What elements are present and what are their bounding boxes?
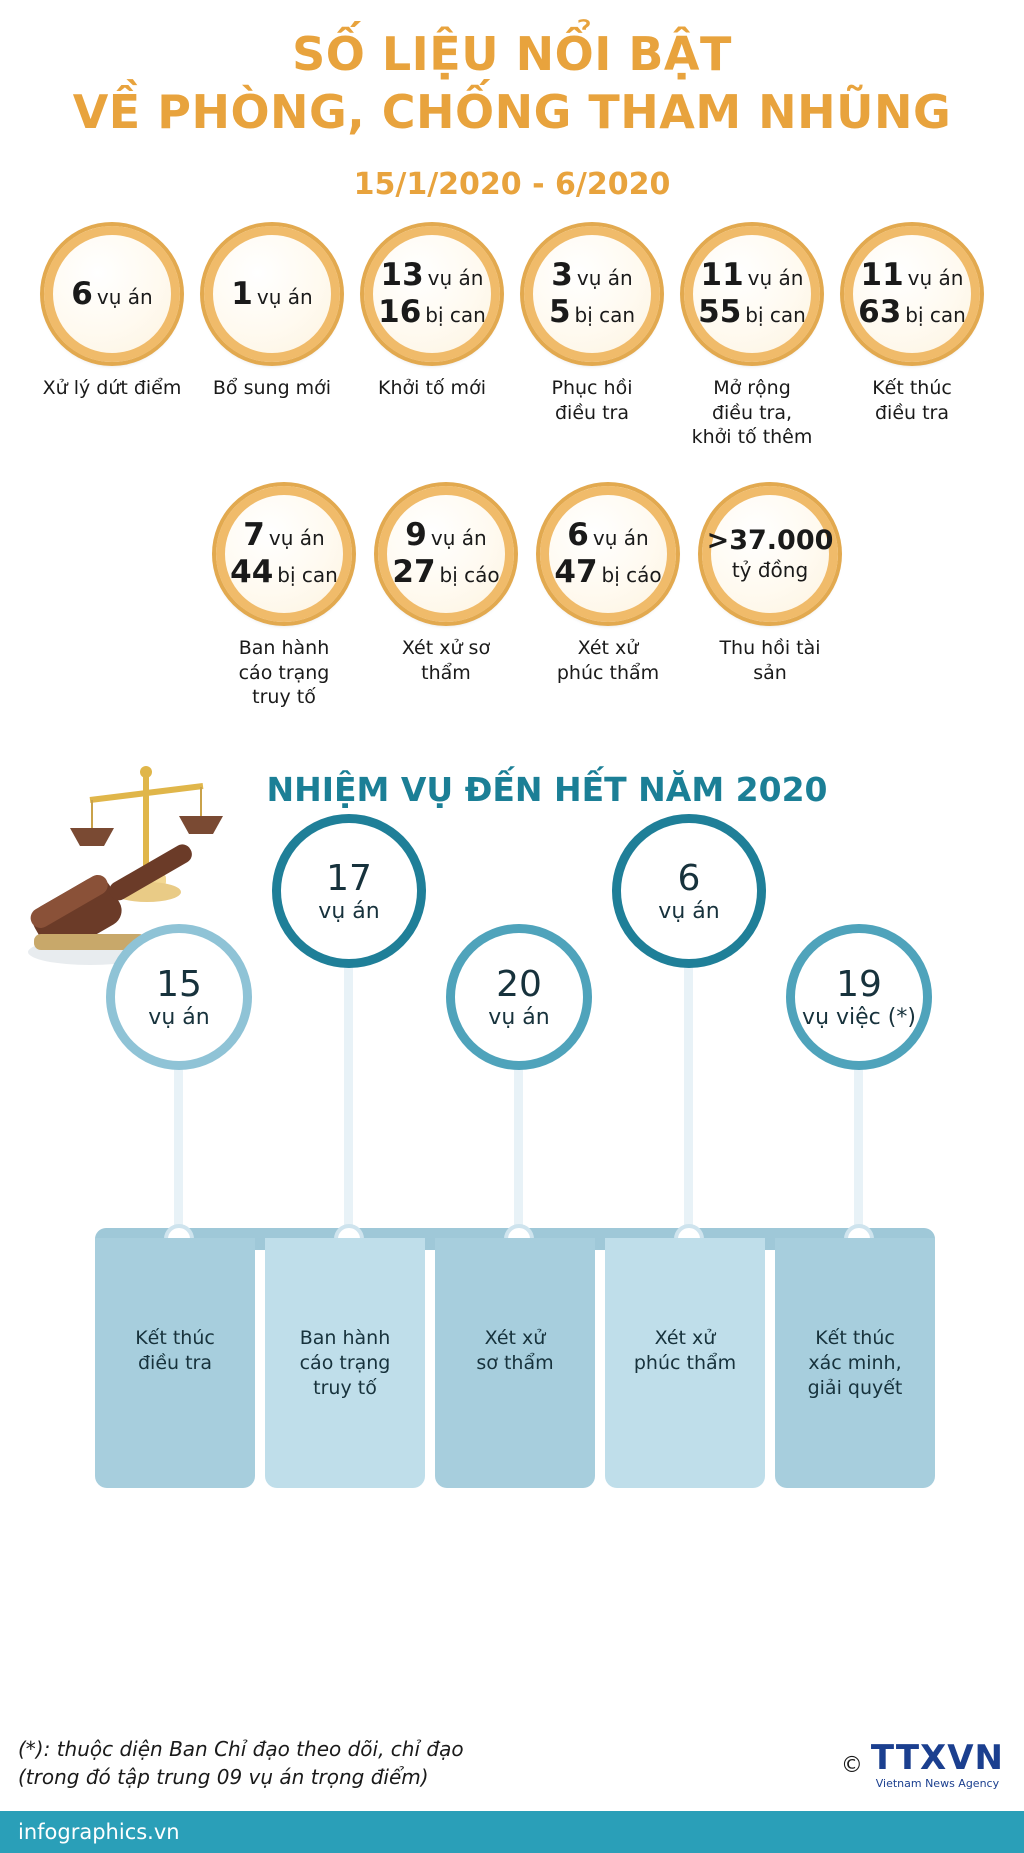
stat-circle <box>524 226 660 362</box>
stat-number: 7 <box>243 517 265 554</box>
stat-line <box>551 257 632 294</box>
stat-label: Phục hồi điều tra <box>551 377 633 424</box>
stat-unit: vụ án <box>256 284 313 309</box>
stat-unit: vụ án <box>592 526 649 551</box>
stat-number: 63 <box>858 294 902 330</box>
stat-unit: vụ án <box>747 266 804 291</box>
stat-circle <box>216 486 352 622</box>
stat-line <box>698 294 806 331</box>
stat-item <box>522 226 662 425</box>
stat-circle <box>364 226 500 362</box>
task-unit: vụ án <box>318 899 380 925</box>
stat-number: 6 <box>567 517 589 554</box>
stat-unit: bị can <box>905 303 966 327</box>
stat-circle <box>44 226 180 362</box>
task-unit: vụ án <box>658 899 720 925</box>
stat-number: 16 <box>378 294 422 330</box>
footnote-line1: (*): thuộc diện Ban Chỉ đạo theo dõi, chỉ đạo <box>18 1737 464 1761</box>
stat-circle <box>204 226 340 362</box>
agency-logo <box>840 1738 1004 1790</box>
task-number: 19 <box>836 963 882 1005</box>
stat-item <box>214 486 354 710</box>
site-url: infographics.vn <box>18 1820 180 1844</box>
stat-line <box>378 294 486 331</box>
stat-unit: tỷ đồng <box>731 558 809 583</box>
task-circle <box>272 814 426 968</box>
stat-line <box>858 294 966 331</box>
stat-unit: vụ án <box>576 266 633 291</box>
stat-number: 47 <box>554 554 598 591</box>
stat-unit: vụ án <box>268 526 325 551</box>
stat-unit: bị can <box>745 303 806 327</box>
stat-label: Khởi tố mới <box>378 377 486 399</box>
stat-item <box>362 226 502 401</box>
stat-unit: vụ án <box>430 526 487 551</box>
stat-label: Xét xử phúc thẩm <box>556 637 660 684</box>
stat-circle <box>540 486 676 622</box>
stat-item <box>842 226 982 425</box>
stat-label: Xử lý dứt điểm <box>42 377 182 399</box>
agency-full-name: Vietnam News Agency <box>875 1777 1000 1790</box>
stat-line <box>567 517 648 554</box>
footnote <box>18 1735 464 1791</box>
stat-item <box>202 226 342 401</box>
stat-line <box>231 276 312 313</box>
task-bar-label: Ban hành cáo trạng truy tố <box>265 1238 425 1488</box>
stat-unit: bị can <box>574 303 636 327</box>
stat-circle <box>684 226 820 362</box>
stat-number: 11 <box>860 257 904 294</box>
stat-number: 44 <box>230 554 274 591</box>
stat-item <box>42 226 182 401</box>
stat-unit: vụ án <box>427 266 484 291</box>
task-circle <box>612 814 766 968</box>
stat-line <box>230 554 338 591</box>
stat-label: Kết thúc điều tra <box>872 377 952 424</box>
stat-unit: vụ án <box>907 266 964 291</box>
task-number: 6 <box>677 857 701 899</box>
task-bar-label: Kết thúc điều tra <box>95 1238 255 1488</box>
task-bars <box>95 1238 935 1488</box>
page-title-line2: VỀ PHÒNG, CHỐNG THAM NHŨNG <box>72 84 952 139</box>
tasks-section <box>0 756 1024 1516</box>
stat-line <box>392 554 499 591</box>
task-bar-label: Kết thúc xác minh, giải quyết <box>775 1238 935 1488</box>
stat-number: 27 <box>392 554 436 591</box>
stat-number: 6 <box>71 275 93 312</box>
stat-number: >37.000 <box>706 525 834 557</box>
task-circle <box>446 924 592 1070</box>
stat-circle <box>844 226 980 362</box>
page-title-line1: SỐ LIỆU NỔI BẬT <box>292 27 732 81</box>
stat-unit: bị cáo <box>601 563 662 588</box>
stat-unit: bị cáo <box>439 563 500 588</box>
task-unit: vụ việc (*) <box>802 1005 916 1031</box>
stat-number: 9 <box>405 517 427 554</box>
task-bar-label: Xét xử sơ thẩm <box>435 1238 595 1488</box>
copyright-symbol: © <box>840 1752 863 1778</box>
task-circle <box>786 924 932 1070</box>
agency-short-name: TTXVN <box>870 1738 1004 1778</box>
stat-item <box>376 486 516 685</box>
stat-line <box>554 554 661 591</box>
stats-row-2 <box>0 486 1024 710</box>
stat-number: 55 <box>698 294 742 330</box>
stat-line <box>701 257 804 294</box>
header <box>0 0 1024 202</box>
stat-line <box>707 525 834 582</box>
stats-row-1 <box>0 226 1024 450</box>
stat-item <box>700 486 840 685</box>
stat-line <box>405 517 486 554</box>
task-circle <box>106 924 252 1070</box>
task-number: 15 <box>156 963 202 1005</box>
stat-circle <box>378 486 514 622</box>
stat-line <box>549 294 635 331</box>
stat-line <box>861 257 964 294</box>
tasks-timeline <box>0 857 1024 1516</box>
stat-circle <box>702 486 838 622</box>
task-unit: vụ án <box>148 1005 210 1031</box>
task-unit: vụ án <box>488 1005 550 1031</box>
task-number: 17 <box>326 857 372 899</box>
stat-unit: bị can <box>425 303 486 327</box>
ttxvn-logo <box>870 1738 1004 1790</box>
stat-number: 13 <box>380 257 424 294</box>
stat-line <box>71 276 152 313</box>
stat-unit: vụ án <box>96 284 153 309</box>
date-range-subtitle: 15/1/2020 - 6/2020 <box>353 167 671 202</box>
stat-line <box>243 517 324 554</box>
stat-label: Ban hành cáo trạng truy tố <box>238 637 330 709</box>
task-number: 20 <box>496 963 542 1005</box>
stat-label: Mở rộng điều tra, khởi tố thêm <box>691 377 813 449</box>
task-bar-label: Xét xử phúc thẩm <box>605 1238 765 1488</box>
stat-unit: bị can <box>277 563 338 588</box>
footnote-line2: (trong đó tập trung 09 vụ án trọng điểm) <box>18 1765 429 1789</box>
tasks-section-title: NHIỆM VỤ ĐẾN HẾT NĂM 2020 <box>266 770 828 810</box>
stat-item <box>538 486 678 685</box>
footer-bar <box>0 1811 1024 1853</box>
stat-label: Xét xử sơ thẩm <box>401 637 491 684</box>
stat-number: 1 <box>231 275 253 312</box>
stat-number: 3 <box>551 257 573 294</box>
stat-number: 11 <box>700 257 744 294</box>
stat-item <box>682 226 822 450</box>
stat-label: Bổ sung mới <box>212 377 332 399</box>
stat-number: 5 <box>548 294 571 330</box>
stat-label: Thu hồi tài sản <box>719 637 821 684</box>
stat-line <box>381 257 484 294</box>
